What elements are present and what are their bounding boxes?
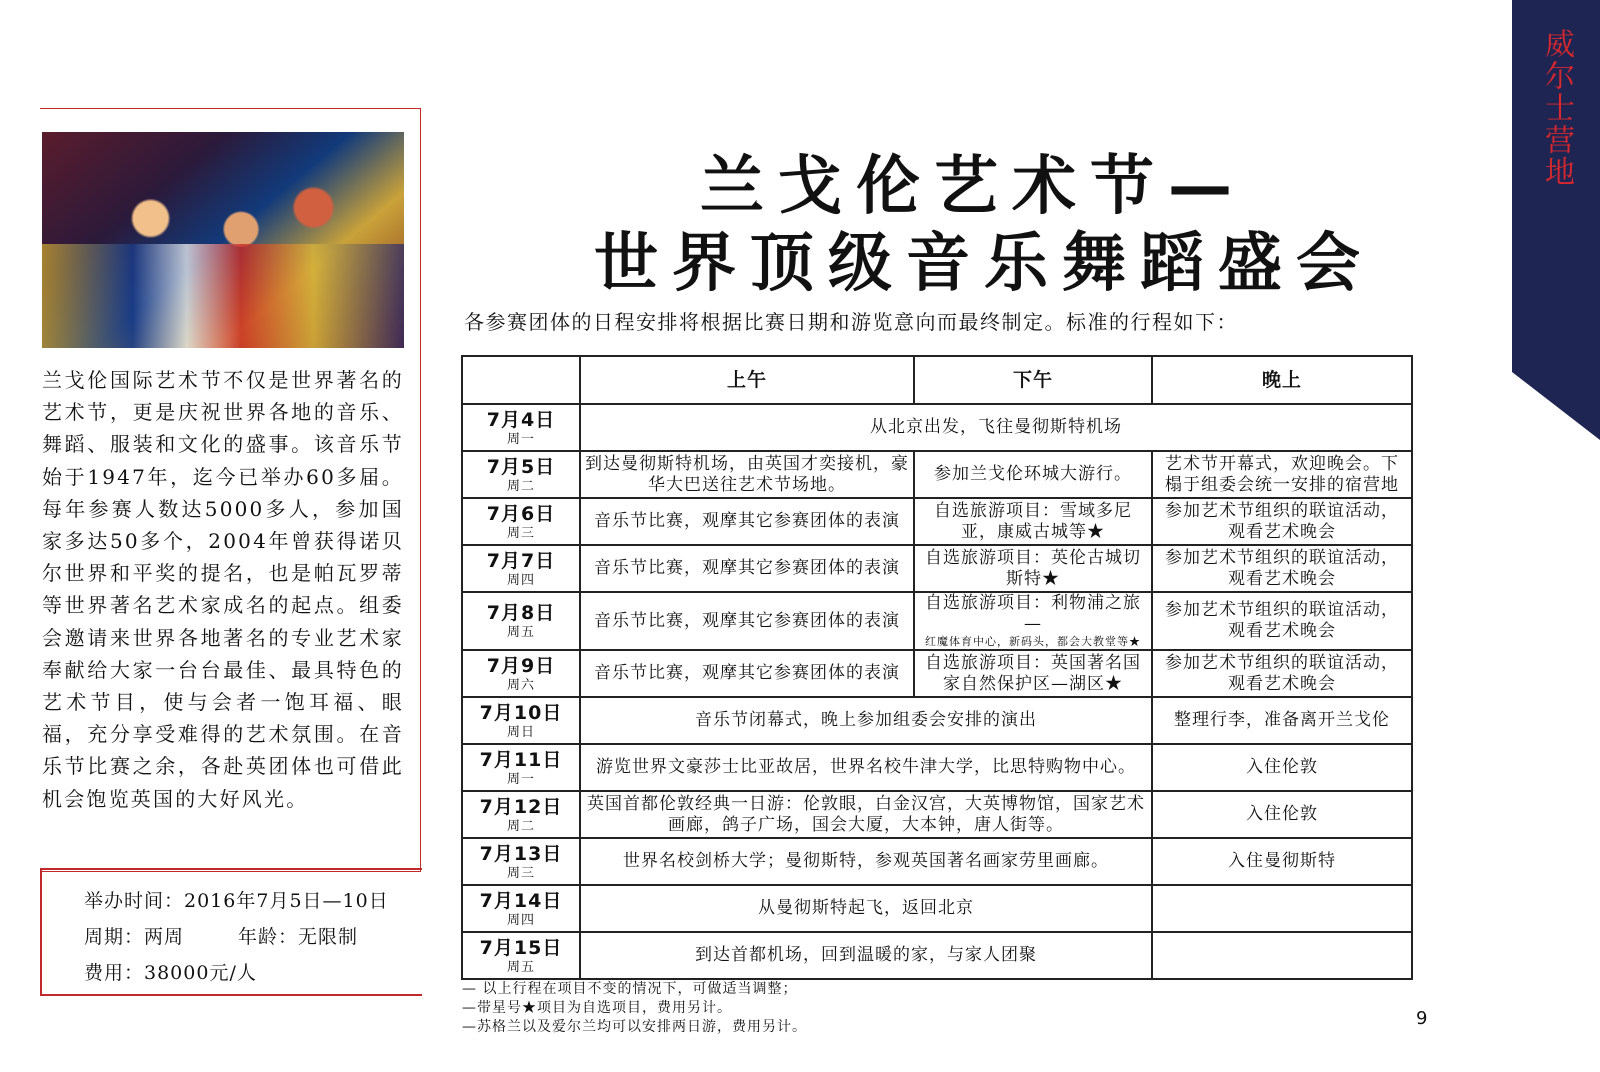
note-line: —带星号★项目为自选项目，费用另计。 [462, 1000, 732, 1016]
date-cell: 7月6日 周三 [462, 498, 580, 545]
morning-cell: 音乐节比赛，观摩其它参赛团体的表演 [580, 498, 914, 545]
table-row [462, 932, 1412, 979]
evening-cell: 参加艺术节组织的联谊活动，观看艺术晚会 [1152, 592, 1412, 650]
evening-cell: 参加艺术节组织的联谊活动，观看艺术晚会 [1152, 498, 1412, 545]
morning-cell: 音乐节比赛，观摩其它参赛团体的表演 [580, 545, 914, 592]
day-cell: 世界名校剑桥大学；曼彻斯特，参观英国著名画家劳里画廊。 [580, 838, 1152, 885]
date-cell: 7月11日 周一 [462, 744, 580, 791]
day-cell: 英国首都伦敦经典一日游：伦敦眼，白金汉宫，大英博物馆，国家艺术画廊，鸽子广场，国会大厦，大本钟，唐人街等。 [580, 791, 1152, 838]
table-row [462, 545, 1412, 592]
note-line: — 以上行程在项目不变的情况下，可做适当调整； [462, 981, 798, 997]
header-morning: 上午 [580, 356, 914, 404]
day-cell: 音乐节闭幕式，晚上参加组委会安排的演出 [580, 697, 1152, 744]
info-age: 年龄：无限制 [238, 926, 359, 948]
evening-cell: 入住曼彻斯特 [1152, 838, 1412, 885]
info-fee: 费用：38000元/人 [84, 962, 257, 984]
date-cell: 7月12日 周二 [462, 791, 580, 838]
table-row [462, 838, 1412, 885]
header-date [462, 356, 580, 404]
day-cell: 游览世界文豪莎士比亚故居，世界名校牛津大学，比思特购物中心。 [580, 744, 1152, 791]
evening-cell: 整理行李，准备离开兰戈伦 [1152, 697, 1412, 744]
morning-cell: 音乐节比赛，观摩其它参赛团体的表演 [580, 650, 914, 697]
date-cell: 7月5日 周二 [462, 451, 580, 498]
info-date: 举办时间：2016年7月5日—10日 [84, 890, 389, 912]
table-row [462, 451, 1412, 498]
page-title-line1: 兰戈伦艺术节— [700, 150, 1246, 224]
evening-cell [1152, 885, 1412, 932]
evening-cell [1152, 932, 1412, 979]
date-cell: 7月9日 周六 [462, 650, 580, 697]
date-cell: 7月13日 周三 [462, 838, 580, 885]
schedule-intro: 各参赛团体的日程安排将根据比赛日期和游览意向而最终制定。标准的行程如下： [464, 310, 1238, 334]
table-header-row [462, 356, 1412, 404]
table-row [462, 744, 1412, 791]
evening-cell: 参加艺术节组织的联谊活动，观看艺术晚会 [1152, 545, 1412, 592]
table-row [462, 650, 1412, 697]
intro-text: 兰戈伦国际艺术节不仅是世界著名的艺术节，更是庆祝世界各地的音乐、舞蹈、服装和文化的盛事。该音乐节始于1947年，迄今已举办60多届。每年参赛人数达5000多人，参加国家多达50多个，2004年曾获得诺贝尔世界和平奖的提名，也是帕瓦罗蒂等世界著名艺术家成名的起点。组委会邀请来世界各地著名的专业艺术家奉献给大家一台台最佳、最具特色的艺术节目，使与会者一饱耳福、眼福，充分享受难得的艺术氛围。在音乐节比赛之余，各赴英团体也可借此机会饱览英国的大好风光。 [42, 368, 404, 811]
side-title: 威尔士营地 [1539, 28, 1574, 188]
table-row [462, 404, 1412, 451]
evening-cell: 入住伦敦 [1152, 744, 1412, 791]
festival-photo [42, 132, 404, 348]
table-row [462, 498, 1412, 545]
morning-cell: 到达曼彻斯特机场，由英国才奕接机，豪华大巴送往艺术节场地。 [580, 451, 914, 498]
table-row [462, 592, 1412, 650]
day-cell: 从曼彻斯特起飞，返回北京 [580, 885, 1152, 932]
afternoon-cell: 自选旅游项目：英伦古城切斯特★ [914, 545, 1152, 592]
evening-cell: 艺术节开幕式，欢迎晚会。下榻于组委会统一安排的宿营地 [1152, 451, 1412, 498]
date-cell: 7月4日 周一 [462, 404, 580, 451]
page-title-line2: 世界顶级音乐舞蹈盛会 [594, 227, 1374, 301]
afternoon-cell: 自选旅游项目：英国著名国家自然保护区—湖区★ [914, 650, 1152, 697]
date-cell: 7月14日 周四 [462, 885, 580, 932]
table-row [462, 885, 1412, 932]
schedule-table [461, 355, 1413, 980]
info-period: 周期：两周 [84, 926, 185, 948]
table-row [462, 791, 1412, 838]
date-cell: 7月8日 周五 [462, 592, 580, 650]
date-cell: 7月10日 周日 [462, 697, 580, 744]
header-afternoon: 下午 [914, 356, 1152, 404]
table-row [462, 697, 1412, 744]
day-cell: 到达首都机场，回到温暖的家，与家人团聚 [580, 932, 1152, 979]
note-line: —苏格兰以及爱尔兰均可以安排两日游，费用另计。 [462, 1019, 807, 1035]
date-cell: 7月7日 周四 [462, 545, 580, 592]
evening-cell: 入住伦敦 [1152, 791, 1412, 838]
morning-cell: 音乐节比赛，观摩其它参赛团体的表演 [580, 592, 914, 650]
header-evening: 晚上 [1152, 356, 1412, 404]
afternoon-cell: 参加兰戈伦环城大游行。 [914, 451, 1152, 498]
date-cell: 7月15日 周五 [462, 932, 580, 979]
page-number: 9 [1416, 1008, 1428, 1029]
evening-cell: 参加艺术节组织的联谊活动，观看艺术晚会 [1152, 650, 1412, 697]
schedule-notes [462, 980, 807, 1037]
schedule-cell: 从北京出发，飞往曼彻斯特机场 [580, 404, 1412, 451]
afternoon-cell: 自选旅游项目：利物浦之旅— 红魔体育中心，新码头，都会大教堂等★ [914, 592, 1152, 650]
afternoon-cell: 自选旅游项目：雪域多尼亚，康威古城等★ [914, 498, 1152, 545]
